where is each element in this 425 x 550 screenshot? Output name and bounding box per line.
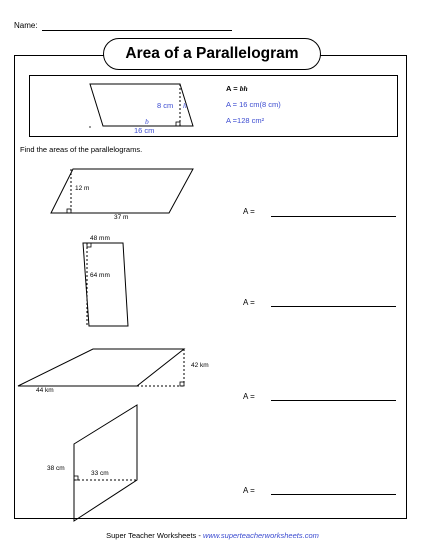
parallelogram-3 xyxy=(18,349,184,386)
dim-label: 33 cm xyxy=(91,470,109,477)
answer-line[interactable] xyxy=(271,306,396,307)
right-angle-2 xyxy=(87,243,91,247)
example-parallelogram xyxy=(90,84,193,126)
right-angle-1 xyxy=(67,209,71,213)
answer-line[interactable] xyxy=(271,400,396,401)
worksheet-title: Area of a Parallelogram xyxy=(103,38,321,70)
footer xyxy=(0,531,425,540)
example-step-1: A = 16 cm(8 cm) xyxy=(226,100,281,109)
dim-label: 48 mm xyxy=(90,235,110,242)
dim-label: 12 m xyxy=(75,185,90,192)
answer-label: A = xyxy=(243,486,255,495)
answer-label: A = xyxy=(243,207,255,216)
example-b-var: b xyxy=(145,117,149,126)
dim-label: 38 cm xyxy=(47,465,65,472)
dim-label: 42 km xyxy=(191,362,209,369)
parallelogram-4 xyxy=(74,405,137,521)
instructions: Find the areas of the parallelograms. xyxy=(20,145,143,154)
parallelogram-2 xyxy=(83,243,128,326)
answer-label: A = xyxy=(243,298,255,307)
right-angle-4 xyxy=(74,476,78,480)
example-right-angle xyxy=(176,122,180,126)
example-height-label: 8 cm xyxy=(157,101,174,110)
answer-line[interactable] xyxy=(271,216,396,217)
example-base-label: 16 cm xyxy=(134,126,155,135)
example-h-var: h xyxy=(183,101,187,110)
answer-line[interactable] xyxy=(271,494,396,495)
dim-label: 64 mm xyxy=(90,272,110,279)
parallelogram-1 xyxy=(51,169,193,213)
formula-vars: bh xyxy=(239,84,248,93)
example-step-2: A =128 cm² xyxy=(226,116,265,125)
answer-label: A = xyxy=(243,392,255,401)
footer-text: Super Teacher Worksheets - xyxy=(106,531,203,540)
formula xyxy=(226,84,248,93)
dim-label: 37 m xyxy=(114,214,129,221)
right-angle-3 xyxy=(180,382,184,386)
name-label: Name: xyxy=(14,21,38,30)
dim-label: 44 km xyxy=(36,387,54,394)
footer-url-link[interactable]: www.superteacherworksheets.com xyxy=(202,531,319,540)
formula-prefix: A = xyxy=(226,84,240,93)
